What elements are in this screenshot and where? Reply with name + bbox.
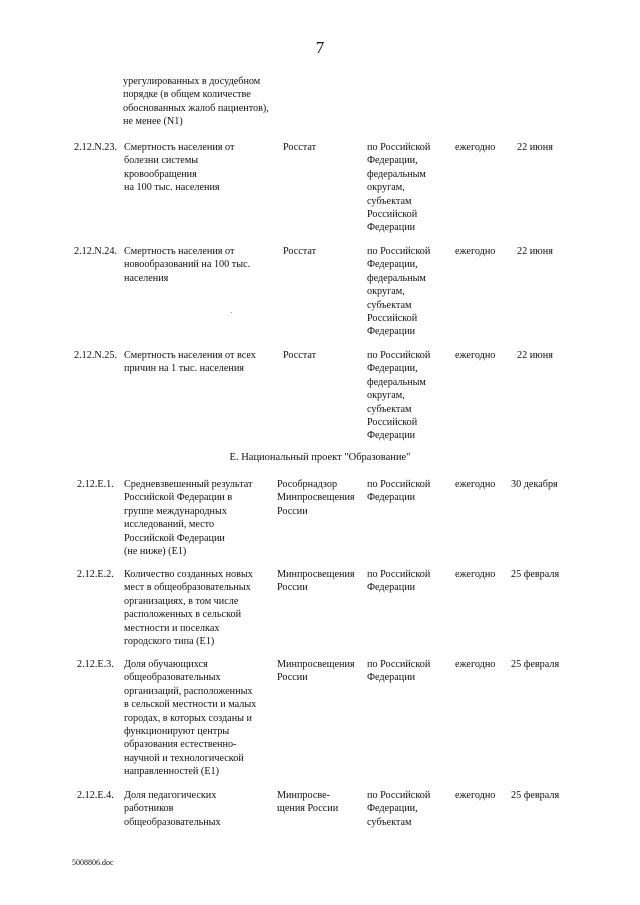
row-source: Росстат: [283, 246, 317, 257]
row-level: по Российской Федерации, федеральным округам, субъектам Российской Федерации: [367, 246, 431, 338]
row-date: 30 декабря: [511, 479, 558, 490]
row-level: по Российской Федерации, федеральным округам, субъектам Российской Федерации: [367, 142, 431, 234]
row-code: 2.12.Е.3.: [77, 659, 114, 670]
footer-filename: 5008806.doc: [72, 858, 114, 867]
row-source: Минпросвещения России: [277, 659, 355, 684]
row-level: по Российской Федерации, федеральным округам, субъектам Российской Федерации: [367, 350, 431, 442]
row-code: 2.12.Е.2.: [77, 569, 114, 580]
page-number: 7: [315, 38, 325, 57]
row-frequency: ежегодно: [455, 479, 496, 490]
row-level: по Российской Федерации: [367, 479, 431, 504]
row-code: 2.12.N.24.: [74, 246, 118, 257]
row-frequency: ежегодно: [455, 142, 496, 153]
row-date: 25 февраля: [511, 659, 560, 670]
row-date: 25 февраля: [511, 569, 560, 580]
row-date: 22 июня: [517, 142, 553, 153]
row-level: по Российской Федерации: [367, 659, 431, 684]
row-code: 2.12.N.23.: [74, 142, 118, 153]
row-source: Росстат: [283, 142, 317, 153]
row-source: Росстат: [283, 350, 317, 361]
row-level: по Российской Федерации: [367, 569, 431, 594]
row-indicator-name: Средневзвешенный результат Российской Федерации в группе международных исследований, место Российской Федерации (не ниже) (Е1): [124, 479, 253, 558]
row-indicator-name: Смертность населения от новообразований на 100 тыс. населения: [124, 246, 251, 284]
row-date: 22 июня: [517, 350, 553, 361]
row-source: Минпросвещения России: [277, 569, 355, 594]
section-title: Е. Национальный проект "Образование": [229, 452, 411, 463]
row-frequency: ежегодно: [455, 246, 496, 257]
row-level: по Российской Федерации, субъектам: [367, 790, 431, 828]
row-date: 22 июня: [517, 246, 553, 257]
continuation-text: урегулированных в досудебном порядке (в общем количестве обоснованных жалоб пациентов), не менее (N1): [123, 76, 269, 128]
row-code: 2.12.N.25.: [74, 350, 118, 361]
row-indicator-name: Смертность населения от всех причин на 1 тыс. населения: [124, 350, 256, 375]
row-indicator-name: Доля обучающихся общеобразовательных организаций, расположенных в сельской местности и малых городах, в которых созданы и функционируют центры образования естественно- научной и технологической направленностей (Е1): [124, 659, 257, 778]
row-source: Рособрнадзор Минпросвещения России: [277, 479, 355, 517]
row-source: Минпросве- щения России: [277, 790, 339, 815]
row-frequency: ежегодно: [455, 790, 496, 801]
row-code: 2.12.Е.4.: [77, 790, 114, 801]
row-date: 25 февраля: [511, 790, 560, 801]
row-code: 2.12.Е.1.: [77, 479, 114, 490]
row-indicator-name: Доля педагогических работников общеобразовательных: [124, 790, 221, 828]
row-indicator-name: Количество созданных новых мест в общеобразовательных организациях, в том числе расположенных в сельской местности и поселках городского типа (Е1): [124, 569, 253, 648]
row-frequency: ежегодно: [455, 350, 496, 361]
row-indicator-name: Смертность населения от болезни системы кровообращения на 100 тыс. населения: [124, 142, 235, 194]
row-frequency: ежегодно: [455, 659, 496, 670]
row-frequency: ежегодно: [455, 569, 496, 580]
scan-artifact: [231, 312, 232, 313]
